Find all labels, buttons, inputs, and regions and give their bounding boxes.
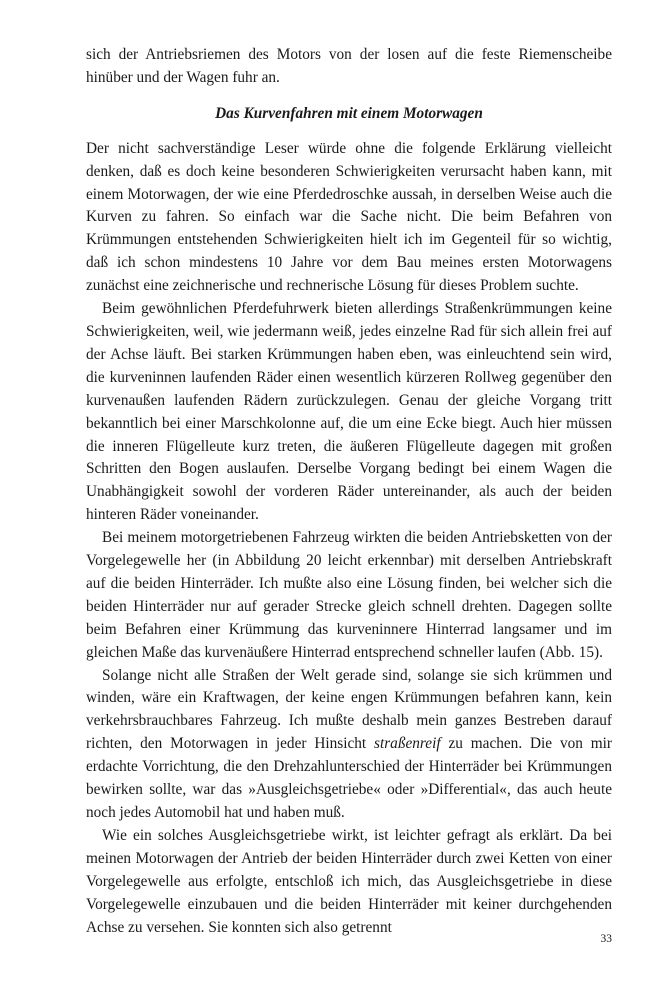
paragraph-2: Beim gewöhnlichen Pferdefuhrwerk bieten allerdings Straßenkrümmungen keine Schwierigkeiten, weil, wie jedermann weiß, jedes einzelne Rad für sich allein frei auf der Achse läuft. Bei starken Krümmungen haben eben, was einleuchtend sein wird, die kurveninnen laufenden Räder einen wesentlich kürzeren Rollweg gegenüber den kurvenaußen laufenden Rädern zurückzulegen. Genau der gleiche Vorgang tritt bekanntlich bei einer Marschkolonne auf, die um eine Ecke biegt. Auch hier müssen die inneren Flügelleute kurz treten, die äußeren Flügelleute dagegen mit großen Schritten den Bogen auslaufen. Derselbe Vorgang bedingt bei einem Wagen die Unabhängigkeit sowohl der vorderen Räder untereinander, als auch der beiden hinteren Räder voneinander. [86, 300, 612, 524]
paragraph-3: Bei meinem motorgetriebenen Fahrzeug wirkten die beiden Antriebsketten von der Vorgelegewelle her (in Abbildung 20 leicht erkennbar) mit derselben Antriebskraft auf die beiden Hinterräder. Ich mußte also eine Lösung finden, bei welcher sich die beiden Hinterräder nur auf gerader Strecke gleich schnell drehten. Dagegen sollte beim Befahren einer Krümmung das kurveninnere Hinterrad langsamer und im gleichen Maße das kurvenäußere Hinterrad entsprechend schneller laufen (Abb. 15). [86, 529, 612, 661]
page-number: 33 [600, 933, 612, 945]
section-heading: Das Kurvenfahren mit einem Motorwagen [215, 104, 483, 122]
paragraph-4-after: zu machen. Die von mir erdachte Vorrichtung, die den Drehzahlunterschied der Hinterräder bei Krümmungen bewirken sollte, war das »Ausgleichsgetriebe« oder »Differential«, das auch heute noch jedes Automobil hat und haben muß. [86, 735, 612, 821]
intro-paragraph: sich der Antriebsriemen des Motors von der losen auf die feste Riemenscheibe hinüber und der Wagen fuhr an. [86, 46, 612, 86]
text-block [86, 44, 612, 939]
paragraph-4-before: Solange nicht alle Straßen der Welt gerade sind, solange sie sich krümmen und winden, wäre ein Kraftwagen, der keine engen Krümmungen befahren kann, kein verkehrsbrauchbares Fahrzeug. Ich mußte deshalb mein ganzes Bestreben darauf richten, den Motorwagen in jeder Hinsicht [86, 666, 612, 753]
paragraph-4 [86, 665, 612, 825]
emphasis-strassenreif: straßenreif [374, 735, 441, 753]
paragraph-1: Der nicht sachverständige Leser würde ohne die folgende Erklärung vielleicht denken, daß es doch keine besonderen Schwierigkeiten verursacht haben kann, mit einem Motorwagen, der wie eine Pferdedroschke aussah, in derselben Weise auch die Kurven zu fahren. So einfach war die Sache nicht. Die beim Befahren von Krümmungen entstehenden Schwierigkeiten hielt ich im Gegenteil für so wichtig, daß ich schon mindestens 10 Jahre vor dem Bau meines ersten Motorwagens zunächst eine zeichnerische und rechnerische Lösung für dieses Problem suchte. [86, 139, 612, 295]
paragraph-5: Wie ein solches Ausgleichsgetriebe wirkt, ist leichter gefragt als erklärt. Da bei meinen Motorwagen der Antrieb der beiden Hinterräder durch zwei Ketten von einer Vorgelegewelle aus erfolgte, entschloß ich mich, das Ausgleichsgetriebe in diese Vorgelegewelle einzubauen und die beiden Hinterräder mit keiner durchgehenden Achse zu versehen. Sie konnten sich also getrennt [86, 826, 612, 936]
